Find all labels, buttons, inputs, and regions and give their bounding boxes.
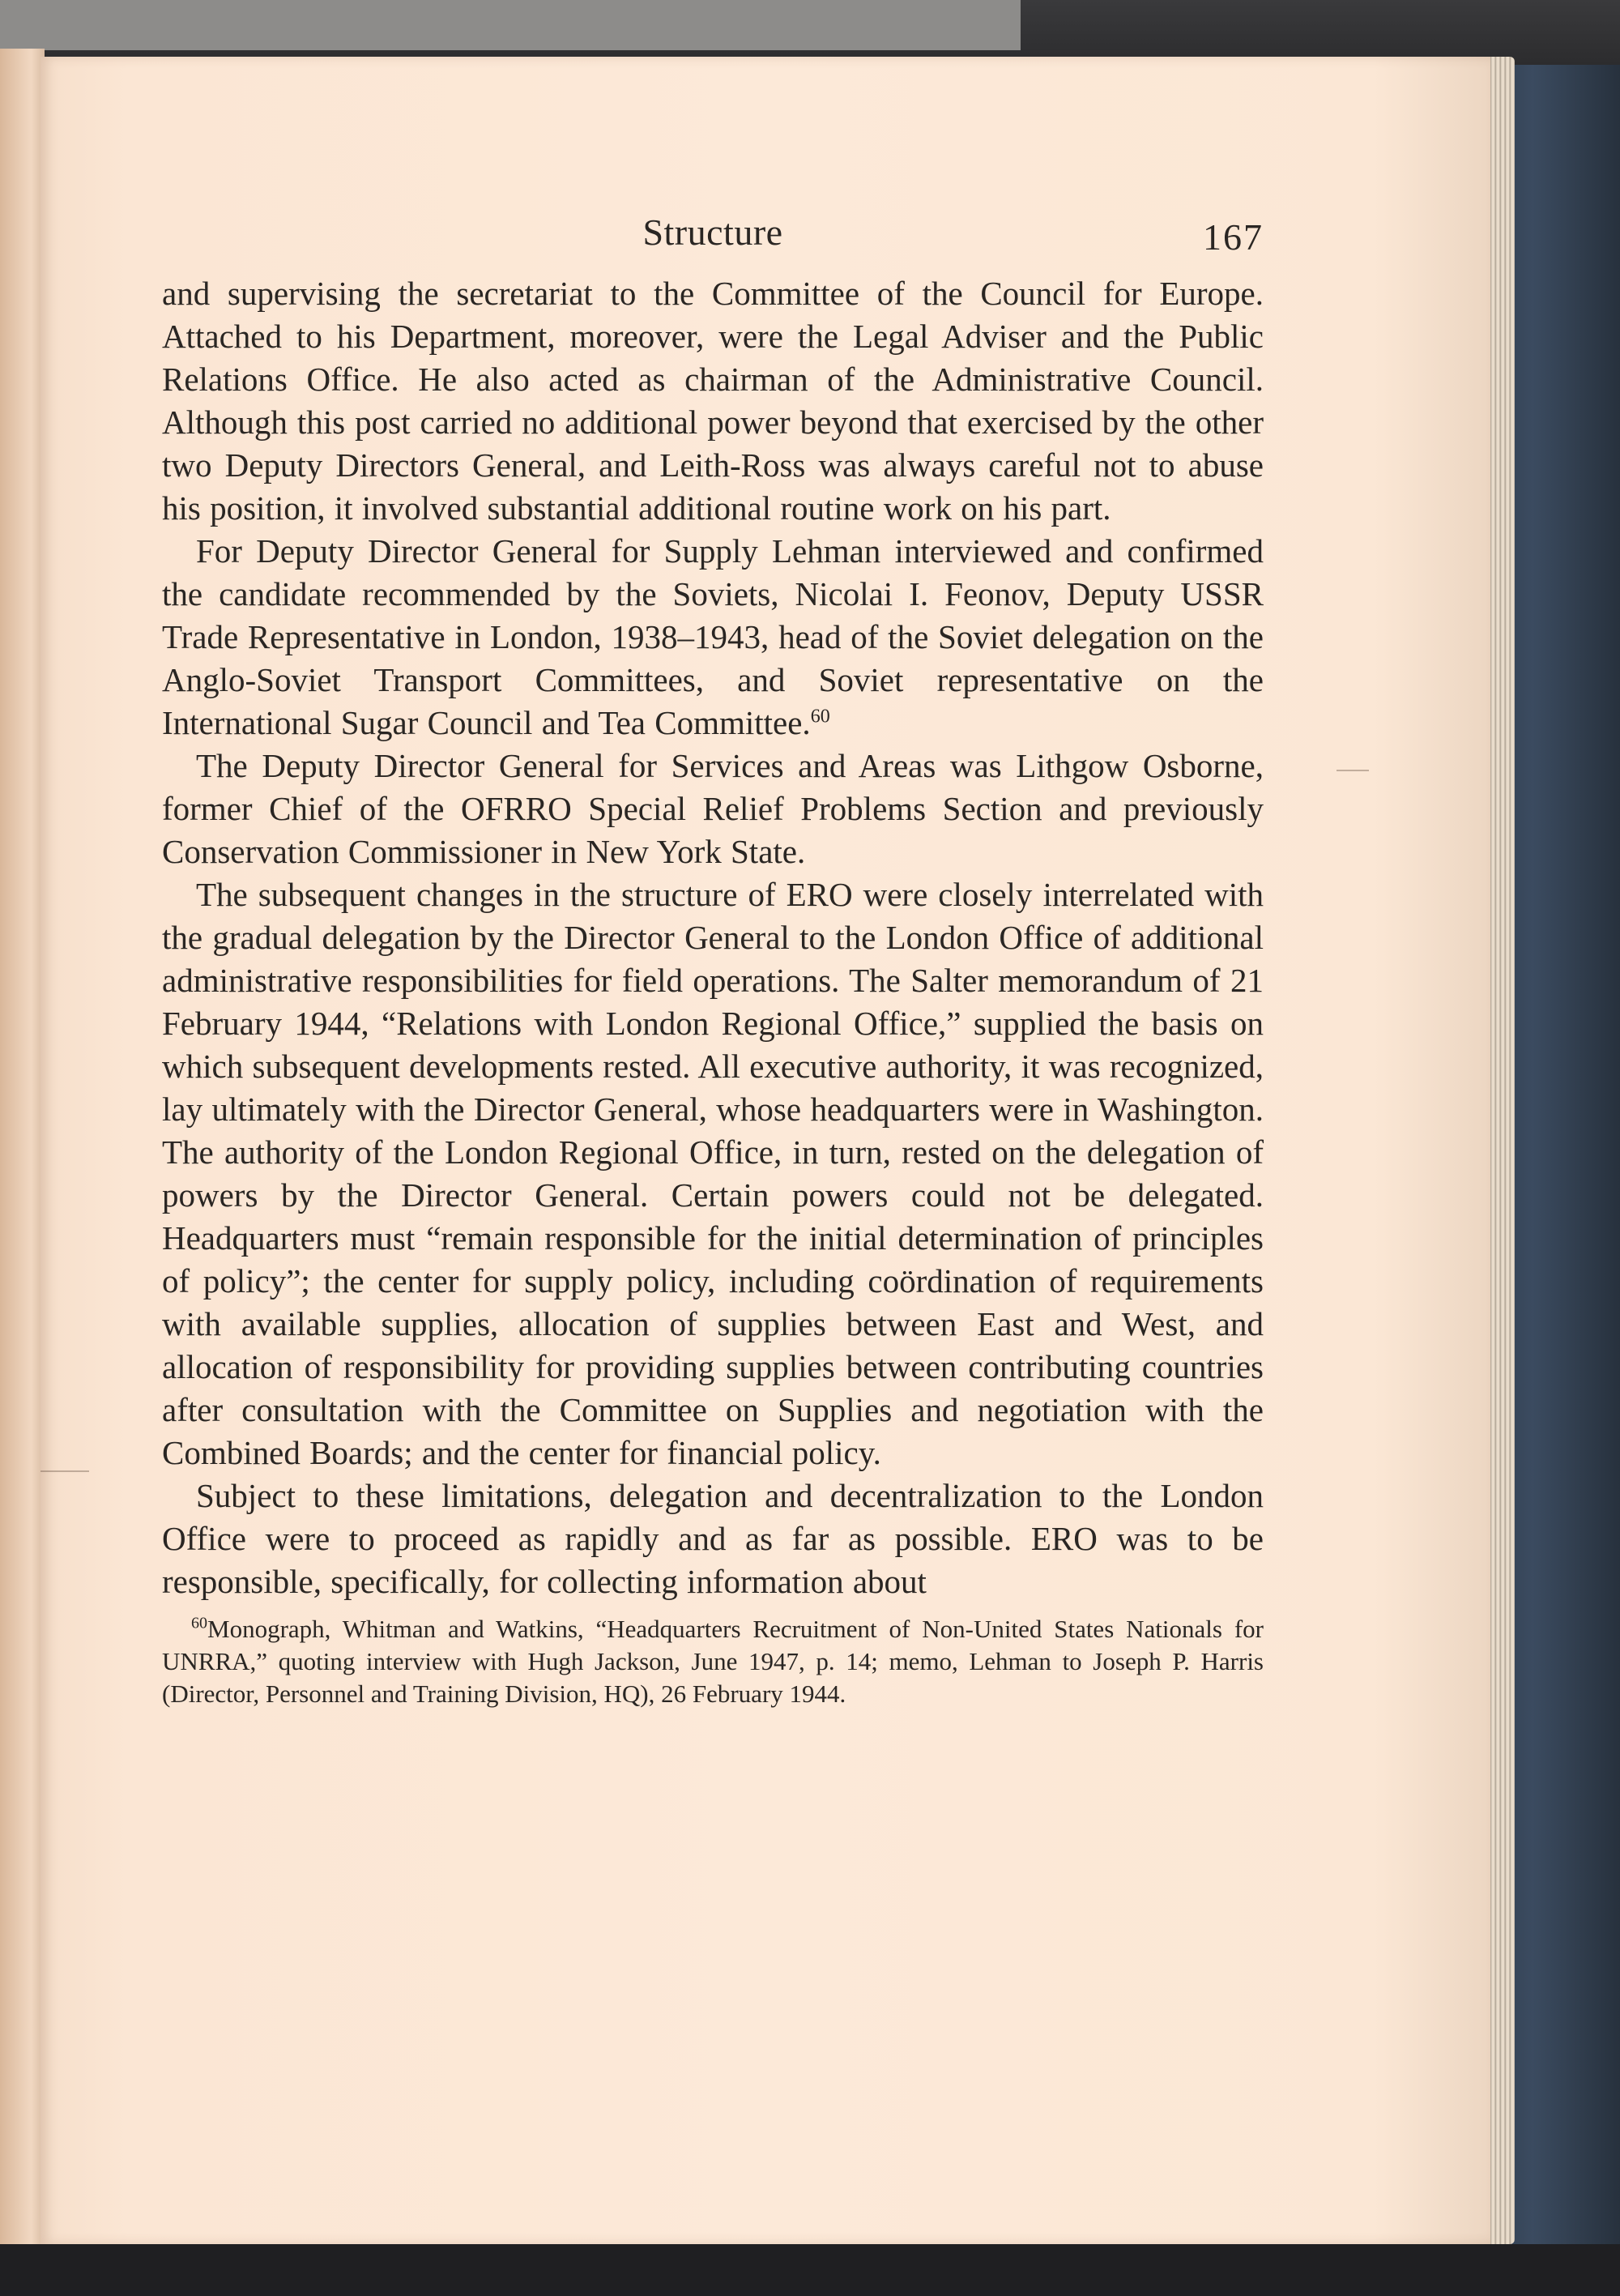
paragraph-3: The Deputy Director General for Services and Areas was Lithgow Osborne, former Chief of the OFRRO Special Relief Problems Section and previously Conservation Commissioner in New York State. — [162, 747, 1264, 870]
running-head — [162, 211, 1264, 272]
footnote-reference: 60 — [810, 706, 830, 728]
page-blemish — [1336, 770, 1369, 771]
paragraph-2 — [162, 530, 1264, 745]
paragraph-4: The subsequent changes in the structure of ERO were closely interrelated with the gradual delegation by the Director General to the London Office of additional administrative responsibilities for field operations. The Salter memorandum of 21 February 1944, “Relations with London Regional Office,” supplied the basis on which subsequent developments rested. All executive authority, it was recognized, lay ultimately with the Director General, whose headquarters were in Washington. The authority of the London Regional Office, in turn, rested on the delegation of powers by the Director General. Certain powers could not be delegated. Headquarters must “remain responsible for the initial determination of principles of policy”; the center for supply policy, including coördination of requirements with available supplies, allocation of supplies between East and West, and allocation of responsibility for providing supplies between contributing countries after consultation with the Committee on Supplies and negotiation with the Combined Boards; and the center for financial policy. — [162, 876, 1264, 1471]
paragraph-5: Subject to these limitations, delegation and decentralization to the London Office were to proceed as rapidly and as far as possible. ERO was to be responsible, specifically, for collecting information about — [162, 1477, 1264, 1600]
running-title: Structure — [642, 211, 783, 253]
footnote-number: 60 — [191, 1614, 207, 1632]
footnote — [162, 1613, 1264, 1710]
scan-background-bottom — [0, 2244, 1620, 2296]
page-blemish — [40, 1470, 89, 1472]
page-text — [162, 211, 1264, 1710]
book-page — [40, 57, 1490, 2244]
facing-page-edge — [0, 49, 45, 2244]
footnote-text: Monograph, Whitman and Watkins, “Headquarters Recruitment of Non-United States Nationals for UNRRA,” quoting interview with Hugh Jackson, June 1947, p. 14; memo, Lehman to Joseph P. Harris (Director, Personnel and Training Division, HQ), 26 February 1944. — [162, 1615, 1264, 1708]
page-number: 167 — [1203, 216, 1264, 258]
paragraph-2-text: For Deputy Director General for Supply Lehman interviewed and confirmed the candidate recommended by the Soviets, Nicolai I. Feonov, Deputy USSR Trade Representative in London, 1938–1943, head of the Soviet delegation on the Anglo-Soviet Transport Committees, and Soviet representative on the International Sugar Council and Tea Committee. — [162, 532, 1264, 741]
paragraph-1: and supervising the secretariat to the Committee of the Council for Europe. Attached to his Department, moreover, were the Legal Adviser and the Public Relations Office. He also acted as chairman of the Administrative Council. Although this post carried no additional power beyond that exercised by the other two Deputy Directors General, and Leith-Ross was always careful not to abuse his position, it involved substantial additional routine work on his part. — [162, 275, 1264, 527]
scan-background-card — [0, 0, 1021, 50]
